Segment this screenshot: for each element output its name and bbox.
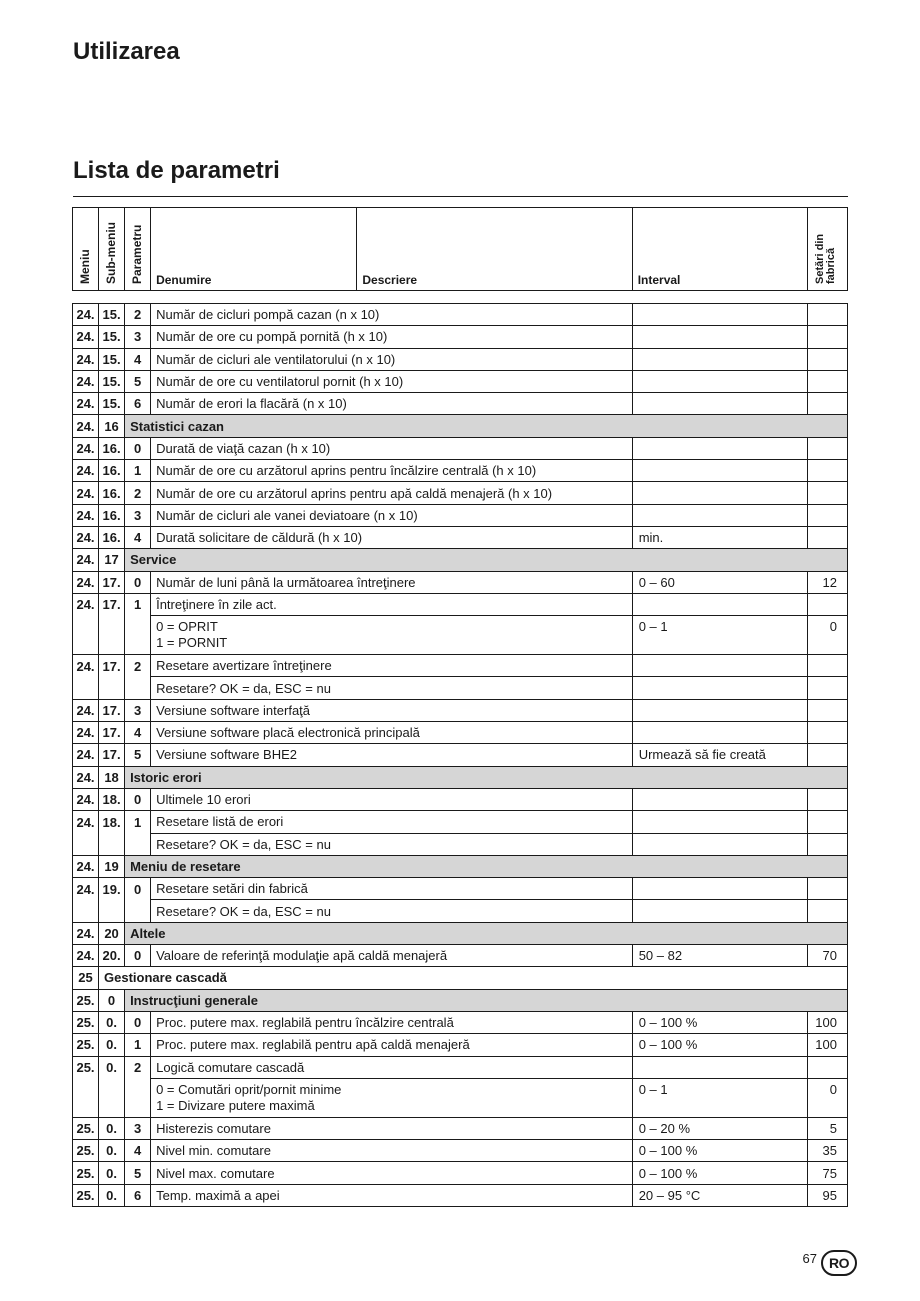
denumire-cell: Resetare avertizare întreţinere bbox=[151, 655, 633, 677]
table-row bbox=[73, 922, 848, 944]
factory-setting-cell bbox=[807, 655, 847, 677]
submeniu-cell: 18 bbox=[99, 766, 125, 788]
meniu-cell: 25. bbox=[73, 1117, 99, 1139]
table-row bbox=[73, 326, 848, 348]
interval-cell: 50 – 82 bbox=[632, 945, 807, 967]
submeniu-cell: 17 bbox=[99, 549, 125, 571]
parametru-cell: 2 bbox=[125, 304, 151, 326]
interval-cell bbox=[632, 348, 807, 370]
factory-setting-cell bbox=[807, 393, 847, 415]
parametru-cell: 1 bbox=[125, 460, 151, 482]
submeniu-cell: 0. bbox=[99, 1117, 125, 1139]
parametru-cell: 4 bbox=[125, 1140, 151, 1162]
table-row bbox=[73, 878, 848, 900]
page-number: 67 bbox=[802, 1250, 817, 1266]
factory-setting-cell bbox=[807, 900, 847, 922]
interval-cell bbox=[632, 393, 807, 415]
table-row bbox=[73, 766, 848, 788]
submeniu-cell: 15. bbox=[99, 326, 125, 348]
factory-setting-cell bbox=[807, 460, 847, 482]
section-title-cell: Istoric erori bbox=[125, 766, 848, 788]
meniu-cell: 24. bbox=[73, 437, 99, 459]
table-row bbox=[73, 967, 848, 989]
interval-cell bbox=[632, 722, 807, 744]
submeniu-cell: 17. bbox=[99, 593, 125, 615]
submeniu-cell: 15. bbox=[99, 304, 125, 326]
factory-setting-cell: 100 bbox=[807, 1011, 847, 1033]
meniu-cell bbox=[73, 616, 99, 655]
parametru-cell bbox=[125, 833, 151, 855]
interval-cell bbox=[632, 699, 807, 721]
denumire-cell: Număr de cicluri pompă cazan (n x 10) bbox=[151, 304, 633, 326]
section-title-cell: Service bbox=[125, 549, 848, 571]
parametru-cell bbox=[125, 900, 151, 922]
factory-setting-cell bbox=[807, 699, 847, 721]
parametru-cell: 0 bbox=[125, 571, 151, 593]
factory-setting-cell bbox=[807, 788, 847, 810]
submeniu-cell: 19 bbox=[99, 855, 125, 877]
factory-setting-cell: 95 bbox=[807, 1184, 847, 1206]
interval-cell bbox=[632, 900, 807, 922]
parametru-cell: 2 bbox=[125, 1056, 151, 1078]
table-row bbox=[73, 482, 848, 504]
submeniu-cell: 17. bbox=[99, 722, 125, 744]
parametru-cell: 3 bbox=[125, 1117, 151, 1139]
table-row bbox=[73, 699, 848, 721]
section-title: Lista de parametri bbox=[73, 157, 280, 184]
parametru-cell: 0 bbox=[125, 945, 151, 967]
table-row bbox=[73, 722, 848, 744]
factory-setting-cell bbox=[807, 677, 847, 699]
meniu-cell: 25. bbox=[73, 1034, 99, 1056]
parametru-cell: 6 bbox=[125, 393, 151, 415]
denumire-cell: Resetare listă de erori bbox=[151, 811, 633, 833]
submeniu-cell: 16. bbox=[99, 526, 125, 548]
meniu-cell: 24. bbox=[73, 655, 99, 677]
interval-cell: 0 – 20 % bbox=[632, 1117, 807, 1139]
denumire-cell: Temp. maximă a apei bbox=[151, 1184, 633, 1206]
table-row bbox=[73, 945, 848, 967]
page-heading: Utilizarea bbox=[73, 38, 180, 65]
submeniu-cell: 18. bbox=[99, 788, 125, 810]
denumire-cell: Ultimele 10 erori bbox=[151, 788, 633, 810]
factory-setting-cell: 75 bbox=[807, 1162, 847, 1184]
table-row bbox=[73, 1034, 848, 1056]
table-row bbox=[73, 989, 848, 1011]
denumire-cell: Proc. putere max. reglabilă pentru apă caldă menajeră bbox=[151, 1034, 633, 1056]
section-title-cell: Statistici cazan bbox=[125, 415, 848, 437]
table-row bbox=[73, 1078, 848, 1117]
meniu-cell: 25. bbox=[73, 1162, 99, 1184]
factory-setting-cell bbox=[807, 482, 847, 504]
denumire-cell: Valoare de referinţă modulaţie apă caldă menajeră bbox=[151, 945, 633, 967]
factory-setting-cell: 0 bbox=[807, 616, 847, 655]
interval-cell: 0 – 100 % bbox=[632, 1140, 807, 1162]
interval-cell: 0 – 100 % bbox=[632, 1162, 807, 1184]
table-row bbox=[73, 1011, 848, 1033]
submeniu-cell: 0 bbox=[99, 989, 125, 1011]
meniu-cell: 24. bbox=[73, 482, 99, 504]
meniu-cell: 25. bbox=[73, 1140, 99, 1162]
submeniu-cell: 0. bbox=[99, 1162, 125, 1184]
parametru-cell bbox=[125, 1078, 151, 1117]
factory-setting-cell bbox=[807, 593, 847, 615]
denumire-cell: Versiune software placă electronică principală bbox=[151, 722, 633, 744]
meniu-cell: 24. bbox=[73, 370, 99, 392]
meniu-cell: 24. bbox=[73, 855, 99, 877]
interval-cell bbox=[632, 677, 807, 699]
meniu-cell: 24. bbox=[73, 811, 99, 833]
table-row bbox=[73, 744, 848, 766]
submeniu-cell bbox=[99, 1078, 125, 1117]
table-row bbox=[73, 1184, 848, 1206]
parametru-cell: 0 bbox=[125, 878, 151, 900]
table-row bbox=[73, 616, 848, 655]
factory-setting-cell bbox=[807, 722, 847, 744]
meniu-cell: 25. bbox=[73, 989, 99, 1011]
denumire-cell: Număr de erori la flacără (n x 10) bbox=[151, 393, 633, 415]
table-row bbox=[73, 504, 848, 526]
denumire-cell: Proc. putere max. reglabilă pentru încălzire centrală bbox=[151, 1011, 633, 1033]
factory-setting-cell: 0 bbox=[807, 1078, 847, 1117]
denumire-cell: Număr de ore cu ventilatorul pornit (h x 10) bbox=[151, 370, 633, 392]
factory-setting-cell bbox=[807, 304, 847, 326]
factory-setting-cell bbox=[807, 1056, 847, 1078]
table-row bbox=[73, 1162, 848, 1184]
interval-cell: 0 – 100 % bbox=[632, 1011, 807, 1033]
denumire-cell: Histerezis comutare bbox=[151, 1117, 633, 1139]
meniu-cell: 25. bbox=[73, 1011, 99, 1033]
meniu-cell: 24. bbox=[73, 922, 99, 944]
parametru-cell: 3 bbox=[125, 504, 151, 526]
factory-setting-cell bbox=[807, 526, 847, 548]
page-footer bbox=[803, 1250, 857, 1276]
submeniu-cell: 19. bbox=[99, 878, 125, 900]
factory-setting-cell bbox=[807, 878, 847, 900]
denumire-cell: Resetare? OK = da, ESC = nu bbox=[151, 900, 633, 922]
title-divider bbox=[73, 196, 848, 197]
meniu-cell: 24. bbox=[73, 415, 99, 437]
interval-cell bbox=[632, 593, 807, 615]
meniu-cell: 24. bbox=[73, 326, 99, 348]
interval-cell bbox=[632, 437, 807, 459]
parametru-cell: 3 bbox=[125, 326, 151, 348]
table-row bbox=[73, 526, 848, 548]
interval-cell: 0 – 1 bbox=[632, 1078, 807, 1117]
meniu-cell: 24. bbox=[73, 460, 99, 482]
meniu-cell: 24. bbox=[73, 878, 99, 900]
parametru-cell: 4 bbox=[125, 722, 151, 744]
submeniu-cell: 16 bbox=[99, 415, 125, 437]
meniu-cell bbox=[73, 900, 99, 922]
table-row bbox=[73, 1117, 848, 1139]
interval-cell bbox=[632, 1056, 807, 1078]
factory-setting-cell: 5 bbox=[807, 1117, 847, 1139]
denumire-cell: 0 = OPRIT 1 = PORNIT bbox=[151, 616, 633, 655]
parametru-cell bbox=[125, 616, 151, 655]
header-submeniu: Sub-meniu bbox=[99, 208, 125, 291]
parametru-cell: 2 bbox=[125, 655, 151, 677]
interval-cell bbox=[632, 304, 807, 326]
factory-setting-cell bbox=[807, 437, 847, 459]
denumire-cell: Resetare setări din fabrică bbox=[151, 878, 633, 900]
submeniu-cell: 20 bbox=[99, 922, 125, 944]
submeniu-cell: 16. bbox=[99, 482, 125, 504]
denumire-cell: 0 = Comutări oprit/pornit minime 1 = Divizare putere maximă bbox=[151, 1078, 633, 1117]
denumire-cell: Durată solicitare de căldură (h x 10) bbox=[151, 526, 633, 548]
parametru-cell: 1 bbox=[125, 593, 151, 615]
interval-cell bbox=[632, 878, 807, 900]
parametru-cell: 1 bbox=[125, 1034, 151, 1056]
submeniu-cell: 16. bbox=[99, 504, 125, 526]
denumire-cell: Număr de ore cu pompă pornită (h x 10) bbox=[151, 326, 633, 348]
denumire-cell: Nivel min. comutare bbox=[151, 1140, 633, 1162]
meniu-cell: 24. bbox=[73, 699, 99, 721]
submeniu-cell: 20. bbox=[99, 945, 125, 967]
interval-cell bbox=[632, 482, 807, 504]
submeniu-cell: 0. bbox=[99, 1011, 125, 1033]
table-row bbox=[73, 460, 848, 482]
submeniu-cell: 15. bbox=[99, 370, 125, 392]
meniu-cell: 24. bbox=[73, 549, 99, 571]
interval-cell: min. bbox=[632, 526, 807, 548]
table-row bbox=[73, 304, 848, 326]
parametru-cell: 1 bbox=[125, 811, 151, 833]
denumire-cell: Versiune software interfaţă bbox=[151, 699, 633, 721]
parametru-cell: 2 bbox=[125, 482, 151, 504]
factory-setting-cell bbox=[807, 504, 847, 526]
factory-setting-cell bbox=[807, 833, 847, 855]
interval-cell bbox=[632, 811, 807, 833]
denumire-cell: Resetare? OK = da, ESC = nu bbox=[151, 833, 633, 855]
denumire-cell: Versiune software BHE2 bbox=[151, 744, 633, 766]
meniu-cell: 24. bbox=[73, 788, 99, 810]
table-row bbox=[73, 370, 848, 392]
table-row bbox=[73, 549, 848, 571]
denumire-cell: Număr de cicluri ale vanei deviatoare (n x 10) bbox=[151, 504, 633, 526]
submeniu-cell: 17. bbox=[99, 571, 125, 593]
table-row bbox=[73, 348, 848, 370]
parametru-cell: 4 bbox=[125, 348, 151, 370]
submeniu-cell bbox=[99, 677, 125, 699]
meniu-cell: 24. bbox=[73, 348, 99, 370]
meniu-cell bbox=[73, 677, 99, 699]
interval-cell bbox=[632, 460, 807, 482]
factory-setting-cell bbox=[807, 348, 847, 370]
parametru-cell: 0 bbox=[125, 788, 151, 810]
denumire-cell: Întreţinere în zile act. bbox=[151, 593, 633, 615]
meniu-cell: 24. bbox=[73, 593, 99, 615]
language-badge: RO bbox=[821, 1250, 857, 1276]
table-row bbox=[73, 415, 848, 437]
table-row bbox=[73, 655, 848, 677]
meniu-cell: 25 bbox=[73, 967, 99, 989]
factory-setting-cell: 12 bbox=[807, 571, 847, 593]
header-parametru: Parametru bbox=[125, 208, 151, 291]
meniu-cell: 24. bbox=[73, 945, 99, 967]
interval-cell bbox=[632, 326, 807, 348]
meniu-cell: 24. bbox=[73, 766, 99, 788]
meniu-cell: 24. bbox=[73, 722, 99, 744]
table-row bbox=[73, 1140, 848, 1162]
header-meniu: Meniu bbox=[73, 208, 99, 291]
table-row bbox=[73, 855, 848, 877]
table-row bbox=[73, 393, 848, 415]
factory-setting-cell: 100 bbox=[807, 1034, 847, 1056]
table-row bbox=[73, 571, 848, 593]
meniu-cell bbox=[73, 833, 99, 855]
header-denumire: Denumire bbox=[151, 208, 357, 291]
table-row bbox=[73, 833, 848, 855]
meniu-cell: 24. bbox=[73, 304, 99, 326]
parametru-cell: 4 bbox=[125, 526, 151, 548]
submeniu-cell: 17. bbox=[99, 744, 125, 766]
parametru-cell: 0 bbox=[125, 1011, 151, 1033]
submeniu-cell: 17. bbox=[99, 655, 125, 677]
parametru-cell: 5 bbox=[125, 744, 151, 766]
denumire-cell: Resetare? OK = da, ESC = nu bbox=[151, 677, 633, 699]
meniu-cell: 24. bbox=[73, 393, 99, 415]
denumire-cell: Număr de ore cu arzătorul aprins pentru apă caldă menajeră (h x 10) bbox=[151, 482, 633, 504]
menu-title-cell: Gestionare cascadă bbox=[99, 967, 848, 989]
parametru-cell bbox=[125, 677, 151, 699]
meniu-cell bbox=[73, 1078, 99, 1117]
interval-cell: 20 – 95 °C bbox=[632, 1184, 807, 1206]
parametru-cell: 5 bbox=[125, 370, 151, 392]
table-row bbox=[73, 788, 848, 810]
meniu-cell: 24. bbox=[73, 504, 99, 526]
denumire-cell: Număr de cicluri ale ventilatorului (n x 10) bbox=[151, 348, 633, 370]
submeniu-cell: 16. bbox=[99, 460, 125, 482]
interval-cell bbox=[632, 370, 807, 392]
factory-setting-cell bbox=[807, 811, 847, 833]
denumire-cell: Număr de luni până la următoarea întreţinere bbox=[151, 571, 633, 593]
meniu-cell: 25. bbox=[73, 1056, 99, 1078]
interval-cell bbox=[632, 504, 807, 526]
submeniu-cell: 18. bbox=[99, 811, 125, 833]
table-row bbox=[73, 677, 848, 699]
submeniu-cell: 15. bbox=[99, 348, 125, 370]
meniu-cell: 24. bbox=[73, 744, 99, 766]
submeniu-cell: 16. bbox=[99, 437, 125, 459]
meniu-cell: 25. bbox=[73, 1184, 99, 1206]
interval-cell: 0 – 1 bbox=[632, 616, 807, 655]
factory-setting-cell bbox=[807, 370, 847, 392]
interval-cell: Urmează să fie creată bbox=[632, 744, 807, 766]
submeniu-cell: 0. bbox=[99, 1140, 125, 1162]
factory-setting-cell: 70 bbox=[807, 945, 847, 967]
header-descriere: Descriere bbox=[357, 208, 632, 291]
submeniu-cell bbox=[99, 833, 125, 855]
parameter-table bbox=[72, 303, 848, 1207]
parameter-table-header bbox=[72, 207, 848, 291]
interval-cell bbox=[632, 788, 807, 810]
interval-cell: 0 – 60 bbox=[632, 571, 807, 593]
submeniu-cell: 15. bbox=[99, 393, 125, 415]
factory-setting-cell bbox=[807, 326, 847, 348]
parametru-cell: 0 bbox=[125, 437, 151, 459]
submeniu-cell: 17. bbox=[99, 699, 125, 721]
parametru-cell: 6 bbox=[125, 1184, 151, 1206]
interval-cell bbox=[632, 833, 807, 855]
table-row bbox=[73, 900, 848, 922]
table-row bbox=[73, 593, 848, 615]
table-row bbox=[73, 1056, 848, 1078]
parametru-cell: 3 bbox=[125, 699, 151, 721]
submeniu-cell: 0. bbox=[99, 1056, 125, 1078]
parametru-cell: 5 bbox=[125, 1162, 151, 1184]
meniu-cell: 24. bbox=[73, 526, 99, 548]
submeniu-cell bbox=[99, 900, 125, 922]
header-setari-fabrica: Setări din fabrică bbox=[807, 208, 847, 291]
denumire-cell: Număr de ore cu arzătorul aprins pentru încălzire centrală (h x 10) bbox=[151, 460, 633, 482]
table-row bbox=[73, 437, 848, 459]
table-row bbox=[73, 811, 848, 833]
section-title-cell: Meniu de resetare bbox=[125, 855, 848, 877]
header-interval: Interval bbox=[632, 208, 807, 291]
denumire-cell: Durată de viaţă cazan (h x 10) bbox=[151, 437, 633, 459]
factory-setting-cell bbox=[807, 744, 847, 766]
denumire-cell: Logică comutare cascadă bbox=[151, 1056, 633, 1078]
meniu-cell: 24. bbox=[73, 571, 99, 593]
interval-cell bbox=[632, 655, 807, 677]
factory-setting-cell: 35 bbox=[807, 1140, 847, 1162]
section-title-cell: Instrucţiuni generale bbox=[125, 989, 848, 1011]
interval-cell: 0 – 100 % bbox=[632, 1034, 807, 1056]
submeniu-cell bbox=[99, 616, 125, 655]
denumire-cell: Nivel max. comutare bbox=[151, 1162, 633, 1184]
section-title-cell: Altele bbox=[125, 922, 848, 944]
submeniu-cell: 0. bbox=[99, 1184, 125, 1206]
submeniu-cell: 0. bbox=[99, 1034, 125, 1056]
